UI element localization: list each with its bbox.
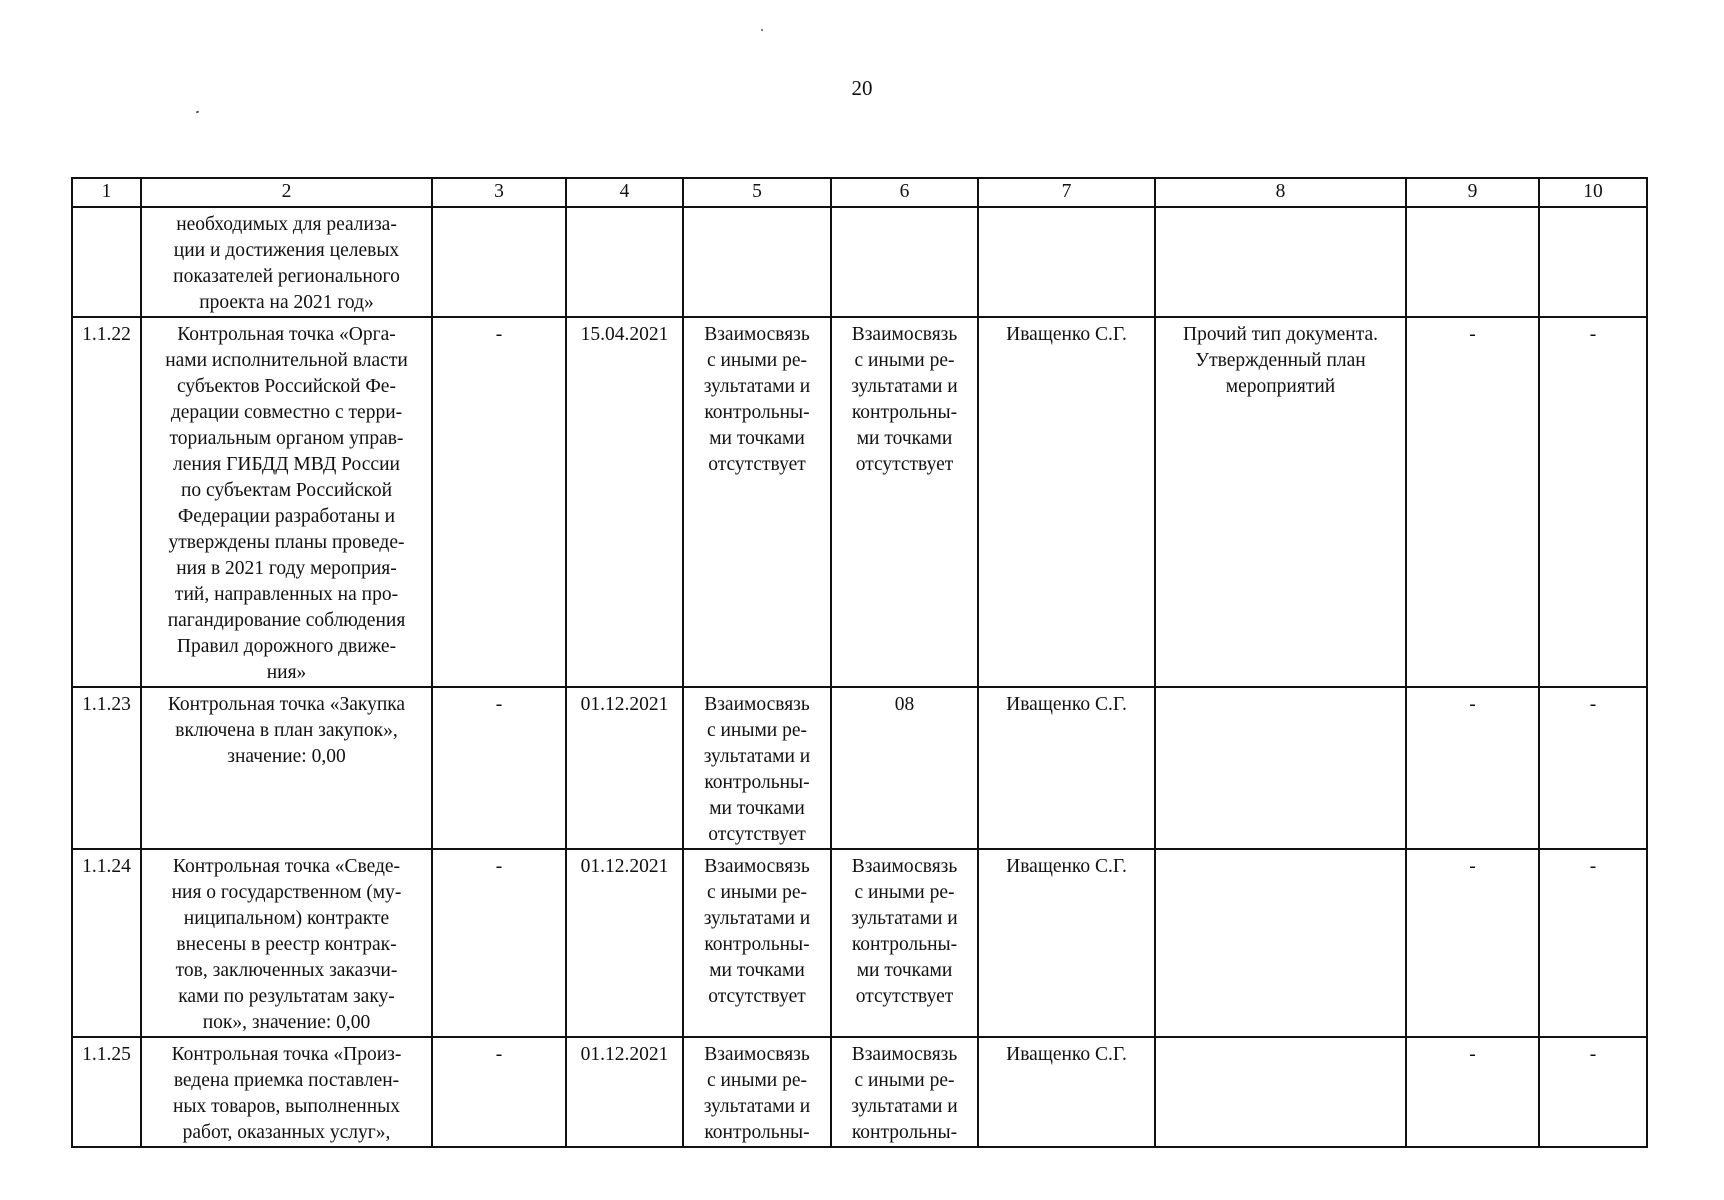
control-point-name-line: показателей регионального	[173, 266, 400, 287]
column-number: 10	[1539, 178, 1647, 207]
successor-links-line: 08	[894, 694, 915, 715]
successor-links-line: с иными ре-	[854, 882, 955, 903]
column-number: 1	[72, 178, 141, 207]
predecessor-links-line: контрольны-	[704, 772, 810, 793]
control-point-name-line: ции и достижения целевых	[173, 240, 400, 261]
due-date: 15.04.2021	[566, 317, 683, 687]
predecessor-links-line: отсутствует	[708, 824, 806, 845]
predecessor-links-line: зультатами и	[703, 746, 811, 767]
successor-links-line: ми точками	[856, 428, 953, 449]
successor-links-line: отсутствует	[855, 454, 954, 475]
control-point-name	[141, 1037, 432, 1147]
row-number: 1.1.22	[72, 317, 141, 687]
column-number: 6	[831, 178, 978, 207]
row-number: 1.1.24	[72, 849, 141, 1037]
page-number: 20	[851, 76, 873, 100]
successor-links-line: Взаимосвязь	[851, 1044, 958, 1065]
successor-links-line: ми точками	[856, 960, 953, 981]
responsible-person: Иващенко С.Г.	[978, 1037, 1155, 1147]
column-9-value	[1406, 207, 1539, 317]
control-point-name-line: ториальным органом управ-	[169, 428, 404, 449]
control-point-name-line: значение: 0,00	[227, 746, 346, 767]
column-number: 8	[1155, 178, 1406, 207]
successor-links-line: контрольны-	[851, 1122, 958, 1143]
control-point-name-line: ных товаров, выполненных	[172, 1096, 401, 1117]
control-point-name-line: утверждены планы проведе-	[168, 532, 405, 553]
column-9-value: -	[1406, 317, 1539, 687]
control-point-name-line: работ, оказанных услуг»,	[182, 1122, 391, 1143]
control-point-name-line: Контрольная точка «Закупка	[167, 694, 406, 715]
control-point-name-line: ления ГИБДД МВД России	[173, 454, 400, 475]
document-type	[1155, 317, 1406, 687]
control-point-name	[141, 317, 432, 687]
predecessor-links	[683, 1037, 831, 1147]
predecessor-links-line: Взаимосвязь	[704, 856, 810, 877]
document-type-line: Прочий тип документа.	[1183, 324, 1378, 345]
column-10-value: -	[1539, 1037, 1647, 1147]
control-point-name-line: субъектов Российской Фе-	[177, 376, 396, 397]
predecessor-links-line: Взаимосвязь	[704, 694, 810, 715]
table-row	[72, 1037, 1647, 1147]
column-number-row	[72, 178, 1647, 207]
predecessor-links-line: контрольны-	[704, 402, 810, 423]
control-point-name-line: ния»	[266, 662, 307, 683]
successor-links	[831, 207, 978, 317]
control-point-name-line: Правил дорожного движе-	[176, 636, 397, 657]
due-date: 01.12.2021	[566, 1037, 683, 1147]
successor-links-line: зультатами и	[851, 1096, 958, 1117]
row-number: 1.1.25	[72, 1037, 141, 1147]
column-10-value: -	[1539, 849, 1647, 1037]
successor-links-line: с иными ре-	[854, 350, 955, 371]
predecessor-links-line: с иными ре-	[706, 882, 808, 903]
predecessor-links-line: ми точками	[709, 960, 805, 981]
column-10-value	[1539, 207, 1647, 317]
due-date: 01.12.2021	[566, 849, 683, 1037]
predecessor-links-line: с иными ре-	[706, 720, 808, 741]
control-point-name-line: по субъектам Российской	[180, 480, 393, 501]
predecessor-links-line: Взаимосвязь	[704, 324, 810, 345]
column-number: 7	[978, 178, 1155, 207]
row-number: 1.1.23	[72, 687, 141, 849]
table-row	[72, 687, 1647, 849]
predecessor-links-line: ми точками	[709, 428, 805, 449]
predecessor-links-line: зультатами и	[703, 376, 811, 397]
column-9-value: -	[1406, 849, 1539, 1037]
control-point-name-line: внесены в реестр контрак-	[176, 934, 397, 955]
successor-links-line: контрольны-	[851, 402, 958, 423]
table-row	[72, 849, 1647, 1037]
document-type	[1155, 1037, 1406, 1147]
control-point-name-line: Федерации разработаны и	[177, 506, 396, 527]
due-date	[566, 207, 683, 317]
table-row	[72, 207, 1647, 317]
column-9-value: -	[1406, 687, 1539, 849]
column-number: 2	[141, 178, 432, 207]
control-point-name-line: нами исполнительной власти	[165, 350, 408, 371]
control-points-table	[71, 177, 1648, 1148]
predecessor-links-line: Взаимосвязь	[704, 1044, 810, 1065]
control-point-name-line: включена в план закупок»,	[175, 720, 398, 741]
successor-links	[831, 849, 978, 1037]
responsible-person: Иващенко С.Г.	[978, 687, 1155, 849]
column-3-value: -	[432, 317, 566, 687]
control-point-name-line: ния в 2021 году мероприя-	[176, 558, 397, 579]
document-type	[1155, 687, 1406, 849]
predecessor-links	[683, 207, 831, 317]
successor-links-line: Взаимосвязь	[851, 856, 958, 877]
control-point-name-line: дерации совместно с терри-	[170, 402, 403, 423]
column-3-value	[432, 207, 566, 317]
control-point-name	[141, 849, 432, 1037]
control-point-name-line: необходимых для реализа-	[176, 214, 397, 235]
predecessor-links	[683, 317, 831, 687]
control-point-name-line: Контрольная точка «Произ-	[171, 1044, 402, 1065]
predecessor-links	[683, 687, 831, 849]
control-point-name-line: пагандирование соблюдения	[167, 610, 406, 631]
successor-links-line: Взаимосвязь	[851, 324, 958, 345]
responsible-person: Иващенко С.Г.	[978, 849, 1155, 1037]
predecessor-links-line: контрольны-	[704, 1122, 810, 1143]
column-number: 9	[1406, 178, 1539, 207]
predecessor-links-line: зультатами и	[703, 1096, 811, 1117]
column-number: 4	[566, 178, 683, 207]
control-point-name-line: ками по результатам заку-	[178, 986, 395, 1007]
column-10-value: -	[1539, 687, 1647, 849]
column-3-value: -	[432, 849, 566, 1037]
predecessor-links-line: зультатами и	[703, 908, 811, 929]
document-type-line: мероприятий	[1225, 376, 1336, 397]
table-row	[72, 317, 1647, 687]
responsible-person	[978, 207, 1155, 317]
successor-links	[831, 317, 978, 687]
successor-links-line: с иными ре-	[854, 1070, 955, 1091]
scan-speck	[196, 111, 200, 114]
document-type-line: Утвержденный план	[1195, 350, 1366, 371]
control-point-name-line: пок», значение: 0,00	[202, 1012, 371, 1033]
successor-links-line: отсутствует	[855, 986, 954, 1007]
column-10-value: -	[1539, 317, 1647, 687]
control-point-name-line: тов, заключенных заказчи-	[175, 960, 398, 981]
predecessor-links-line: отсутствует	[708, 986, 806, 1007]
control-point-name-line: Контрольная точка «Сведе-	[172, 856, 401, 877]
column-number: 5	[683, 178, 831, 207]
column-3-value: -	[432, 1037, 566, 1147]
control-point-name-line: ния о государственном (му-	[171, 882, 402, 903]
row-number	[72, 207, 141, 317]
responsible-person: Иващенко С.Г.	[978, 317, 1155, 687]
predecessor-links-line: с иными ре-	[706, 1070, 808, 1091]
predecessor-links-line: с иными ре-	[706, 350, 808, 371]
predecessor-links-line: контрольны-	[704, 934, 810, 955]
column-9-value: -	[1406, 1037, 1539, 1147]
document-type	[1155, 849, 1406, 1037]
control-point-name-line: ниципальном) контракте	[183, 908, 390, 929]
successor-links-line: контрольны-	[851, 934, 958, 955]
document-type	[1155, 207, 1406, 317]
control-point-name-line: проекта на 2021 год»	[199, 292, 374, 313]
successor-links	[831, 1037, 978, 1147]
predecessor-links-line: ми точками	[709, 798, 805, 819]
successor-links-line: зультатами и	[851, 376, 958, 397]
successor-links	[831, 687, 978, 849]
predecessor-links	[683, 849, 831, 1037]
column-number: 3	[432, 178, 566, 207]
control-point-name-line: тий, направленных на про-	[174, 584, 399, 605]
due-date: 01.12.2021	[566, 687, 683, 849]
control-point-name	[141, 687, 432, 849]
successor-links-line: зультатами и	[851, 908, 958, 929]
control-point-name	[141, 207, 432, 317]
column-3-value: -	[432, 687, 566, 849]
scan-speck	[761, 29, 763, 31]
control-point-name-line: Контрольная точка «Орга-	[177, 324, 396, 345]
predecessor-links-line: отсутствует	[708, 454, 806, 475]
control-point-name-line: ведена приемка поставлен-	[173, 1070, 400, 1091]
